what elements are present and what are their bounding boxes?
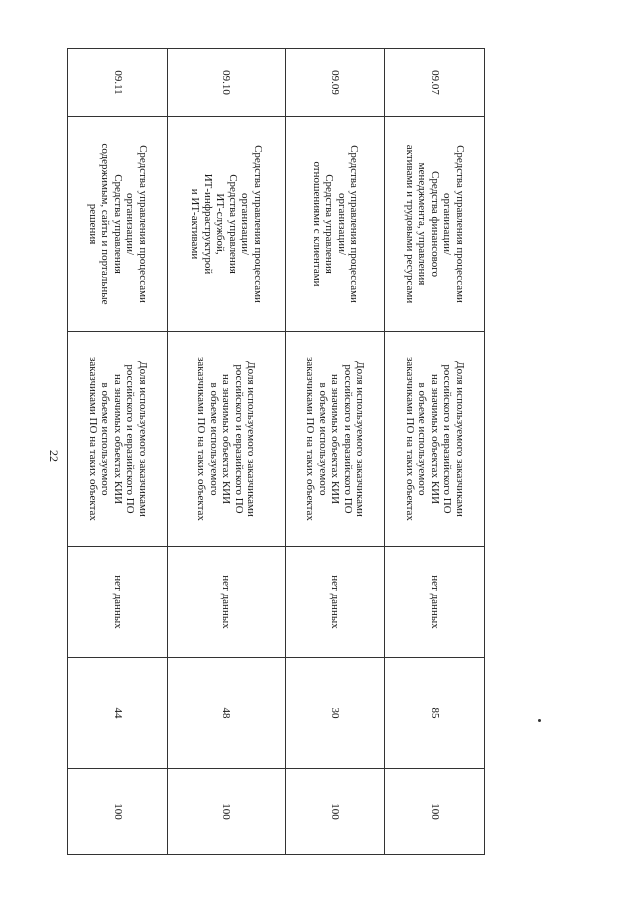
table-row <box>68 49 168 855</box>
code-cell: 09.09 <box>285 49 385 117</box>
software-class-cell-line: организации/ <box>239 192 252 256</box>
target-value-cell: 85 <box>385 658 485 769</box>
indicator-cell <box>68 332 168 547</box>
indicator-cell-line: российского и евразийского ПО <box>441 364 454 514</box>
software-class-cell-line: активами и трудовыми ресурсами <box>403 144 416 304</box>
indicator-cell-line: заказчиками ПО на таких объектах <box>86 357 99 521</box>
software-class-cell <box>167 117 285 332</box>
indicator-table-rotated <box>67 48 485 854</box>
table-row <box>285 49 385 855</box>
software-class-cell-line: организации/ <box>441 192 454 256</box>
indicator-cell-line: российского и евразийского ПО <box>341 364 354 514</box>
indicator-cell-line: в объеме используемого <box>316 382 329 496</box>
indicator-cell-line: на значимых объектах КИИ <box>111 373 124 505</box>
software-class-cell-line: Средства управления <box>226 174 239 274</box>
table-row <box>385 49 485 855</box>
code-cell: 09.11 <box>68 49 168 117</box>
final-value-cell: 100 <box>68 769 168 855</box>
software-class-cell-line: ИТ-инфраструктурой <box>201 173 214 275</box>
base-value-cell: нет данных <box>285 547 385 658</box>
code-cell: 09.07 <box>385 49 485 117</box>
indicator-table <box>67 48 485 855</box>
indicator-cell-line: на значимых объектах КИИ <box>220 373 233 505</box>
software-class-cell-line: организации/ <box>335 192 348 256</box>
target-value-cell: 48 <box>167 658 285 769</box>
software-class-cell-line: Средства управления процессами <box>251 145 264 303</box>
stray-mark <box>538 719 541 722</box>
indicator-cell-line: заказчиками ПО на таких объектах <box>195 357 208 521</box>
indicator-cell-line: в объеме используемого <box>416 382 429 496</box>
indicator-cell-line: в объеме используемого <box>207 382 220 496</box>
software-class-cell-line: содержимым, сайты и портальные <box>99 143 112 305</box>
indicator-cell-line: Доля используемого заказчиками <box>354 361 367 517</box>
software-class-cell-line: ИТ-службой, <box>214 193 227 255</box>
indicator-cell-line: заказчиками ПО на таких объектах <box>304 357 317 521</box>
software-class-cell-line: и ИТ-активами <box>189 188 202 260</box>
target-value-cell: 44 <box>68 658 168 769</box>
page-number: 22 <box>47 450 61 462</box>
indicator-cell-line: Доля используемого заказчиками <box>453 361 466 517</box>
software-class-cell-line: Средства управления <box>323 174 336 274</box>
software-class-cell-line: Средства финансового <box>428 171 441 277</box>
indicator-cell-line: на значимых объектах КИИ <box>428 373 441 505</box>
indicator-cell-line: российского и евразийского ПО <box>124 364 137 514</box>
software-class-cell-line: решения <box>86 203 99 245</box>
software-class-cell-line: отношениями с клиентами <box>310 161 323 287</box>
indicator-cell-line: российского и евразийского ПО <box>232 364 245 514</box>
software-class-cell-line: Средства управления <box>111 174 124 274</box>
software-class-cell-line: Средства управления процессами <box>453 145 466 303</box>
software-class-cell <box>68 117 168 332</box>
base-value-cell: нет данных <box>167 547 285 658</box>
software-class-cell-line: Средства управления процессами <box>136 145 149 303</box>
indicator-cell <box>285 332 385 547</box>
indicator-cell-line: на значимых объектах КИИ <box>329 373 342 505</box>
software-class-cell-line: Средства управления процессами <box>348 145 361 303</box>
final-value-cell: 100 <box>285 769 385 855</box>
software-class-cell <box>285 117 385 332</box>
software-class-cell-line: организации/ <box>124 192 137 256</box>
table-row <box>167 49 285 855</box>
indicator-cell-line: в объеме используемого <box>99 382 112 496</box>
software-class-cell-line: менеджмента, управления <box>416 162 429 286</box>
software-class-cell <box>385 117 485 332</box>
table-body <box>68 49 485 855</box>
base-value-cell: нет данных <box>385 547 485 658</box>
target-value-cell: 30 <box>285 658 385 769</box>
indicator-cell <box>385 332 485 547</box>
code-cell: 09.10 <box>167 49 285 117</box>
final-value-cell: 100 <box>167 769 285 855</box>
indicator-cell-line: Доля используемого заказчиками <box>245 361 258 517</box>
indicator-cell <box>167 332 285 547</box>
indicator-cell-line: Доля используемого заказчиками <box>136 361 149 517</box>
indicator-cell-line: заказчиками ПО на таких объектах <box>403 357 416 521</box>
base-value-cell: нет данных <box>68 547 168 658</box>
final-value-cell: 100 <box>385 769 485 855</box>
